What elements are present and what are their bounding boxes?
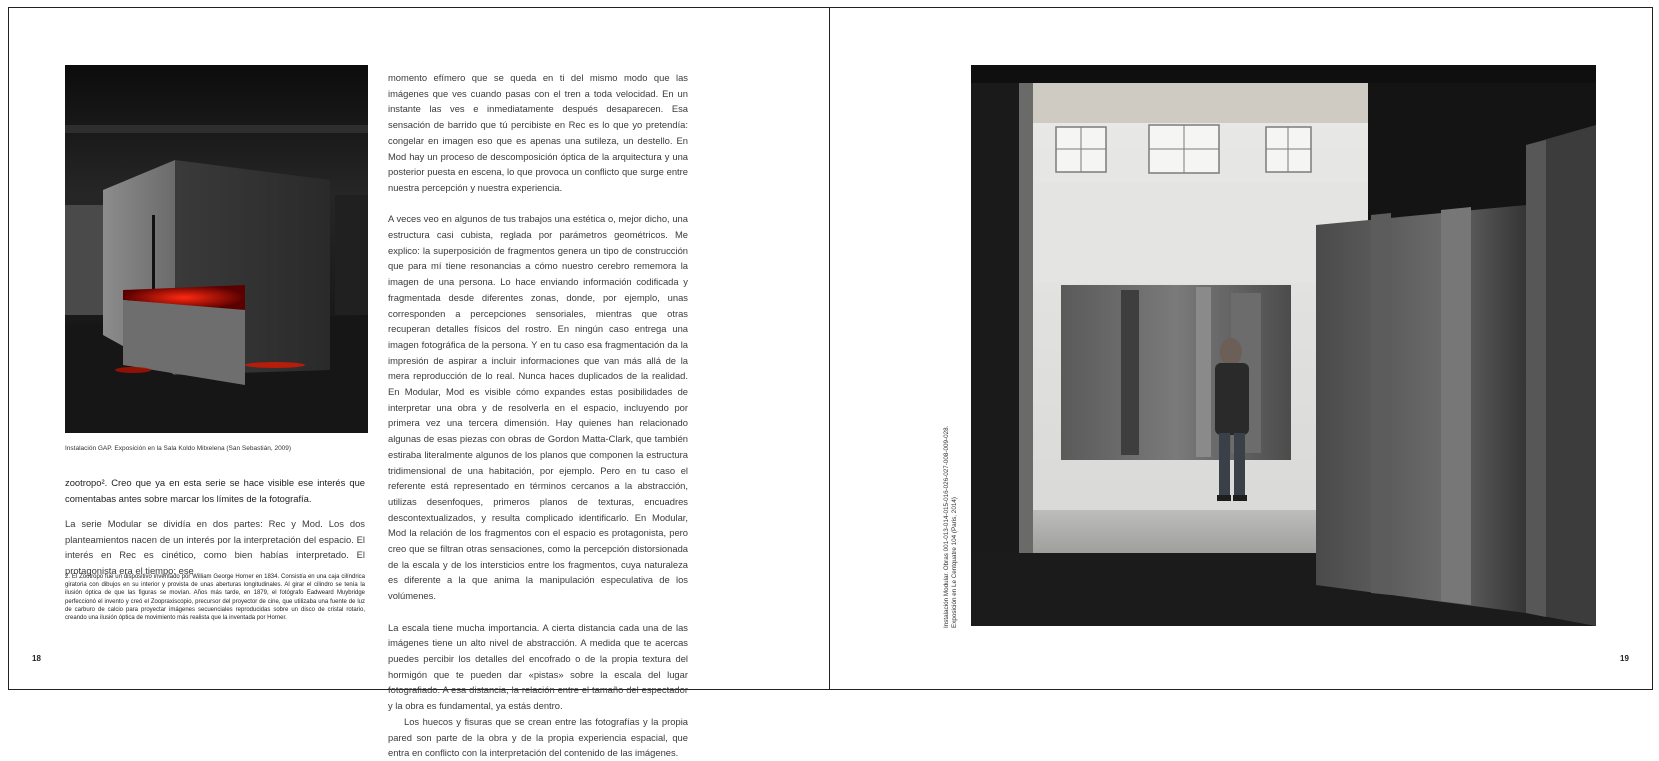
gutter-line [829, 7, 830, 690]
footnote-text: 2. El Zootropo fue un dispositivo inventado por William George Horner en 1834. Consistía en una caja cilíndrica giratoria con dibujos en su interior y provista de unas aberturas longitudinales. Al girar el cilindro se tenía la ilusión óptica de que las figuras se movían. Años más tarde, en 1879, el fotógrafo Eadweard Muybridge perfeccionó el invento y creó el Zoopraxiscopio, precursor del proyector de cine, que utilizaba una fuente de luz de carburo de calcio para proyectar imágenes secuenciales reproducidas sobre un disco de cristal rotario, creando una ilusión óptica de movimiento más realista que la inventada por Horner. [65, 574, 365, 622]
paragraph: momento efímero que se queda en ti del mismo modo que las imágenes que ves cuando pasas con el tren a toda velocidad. En un instante las ves e inmediatamente después desaparecen. Esa sensación de barrido que tú percibiste en Rec es lo que yo pretendía: congelar en imagen eso que es apenas una sutileza, un destello. En Mod hay un proceso de descomposición óptica de la arquitectura y una posterior puesta en escena, lo que provoca un conflicto que surge entre nuestra percepción y nuestra experiencia. [388, 72, 688, 193]
page-number-left: 18 [32, 654, 41, 663]
paragraph: zootropo². Creo que ya en esta serie se hace visible ese interés que comentabas antes sobre marcar los límites de la fotografía. [65, 477, 365, 504]
installation-photo-modular [971, 65, 1596, 626]
page-number-right: 19 [1620, 654, 1629, 663]
caption-line: Instalación Modular. Obras 001-013-014-015-016-026-027-008-009-028. [943, 425, 950, 628]
caption-line: Exposición en Le Centquatre 104 (Paris, 2014) [951, 497, 958, 628]
body-text-left-col1-para1 [65, 475, 365, 506]
paragraph: Los huecos y fisuras que se crean entre las fotografías y la propia pared son parte de la obra y de la propia experiencia espacial, que entra en conflicto con la interpretación del contenido de las imágenes. [388, 715, 688, 759]
body-text-left-col1-para2 [65, 516, 365, 579]
photo-caption-right [943, 426, 959, 628]
photo-caption-left: Instalación GAP. Exposición en la Sala Koldo Mitxelena (San Sebastián, 2009) [65, 445, 292, 452]
paragraph: La escala tiene mucha importancia. A cierta distancia cada una de las imágenes tiene un alto nivel de abstracción. A medida que te acercas puedes percibir los detalles del encofrado o de la propia textura del hormigón que te pueden dar «pistas» sobre la escala del lugar fotografiado. A esa distancia, la relación entre el tamaño del espectador y la obra es fundamental, ya estás dentro. [388, 621, 688, 712]
paragraph: La serie Modular se dividía en dos partes: Rec y Mod. Los dos planteamientos nacen de un interés por la interpretación del espacio. El interés en Rec es cinético, como bien habías interpretado. El protagonista era el tiempo: ese [65, 518, 365, 577]
paragraph: A veces veo en algunos de tus trabajos una estética o, mejor dicho, una estructura casi cubista, reglada por parámetros geométricos. Me explico: la superposición de fragmentos genera un tipo de construcción que para mí tiene resonancias a cómo nuestro cerebro rememora la imagen de una persona. Lo hace enviando información codificada y fragmentada desde diferentes zonas, donde, por ejemplo, unas corresponden a percepciones sensoriales, mientras que otras recuperan detalles físicos del rostro. En ningún caso entrega una imagen fotográfica de la persona. Y en tu caso esa fragmentación da la impresión de aspirar a incluir informaciones que van más allá de la mera reproducción de lo real. Nunca haces duplicados de la realidad. En Modular, Mod es visible cómo expandes estas posibilidades de interpretar una obra y de resolverla en el espacio, incluyendo por primera vez una tercera dimensión. Hay quienes han relacionado algunas de esas piezas con obras de Gordon Matta-Clark, que también estiraba literalmente algunos de los planos que componen la estructura tridimensional de una habitación, por ejemplo. Pero en tu caso el referente está representado en términos cercanos a la abstracción, utilizas desenfoques, primeros planos de texturas, encuadres descontextualizados, y resulta complicado identificarlo. En Modular, Mod la relación de los fragmentos con el espacio es protagonista, pero creo que se filtran otras sensaciones, como la percepción distorsionada de la escala y de los intersticios entre los fragmentos, cuya naturaleza es diferente a la que anima la manipulación especulativa de los volúmenes. [388, 213, 688, 602]
installation-photo-gap [65, 65, 368, 433]
footnote [65, 573, 365, 622]
body-text-left-col2 [388, 70, 688, 761]
